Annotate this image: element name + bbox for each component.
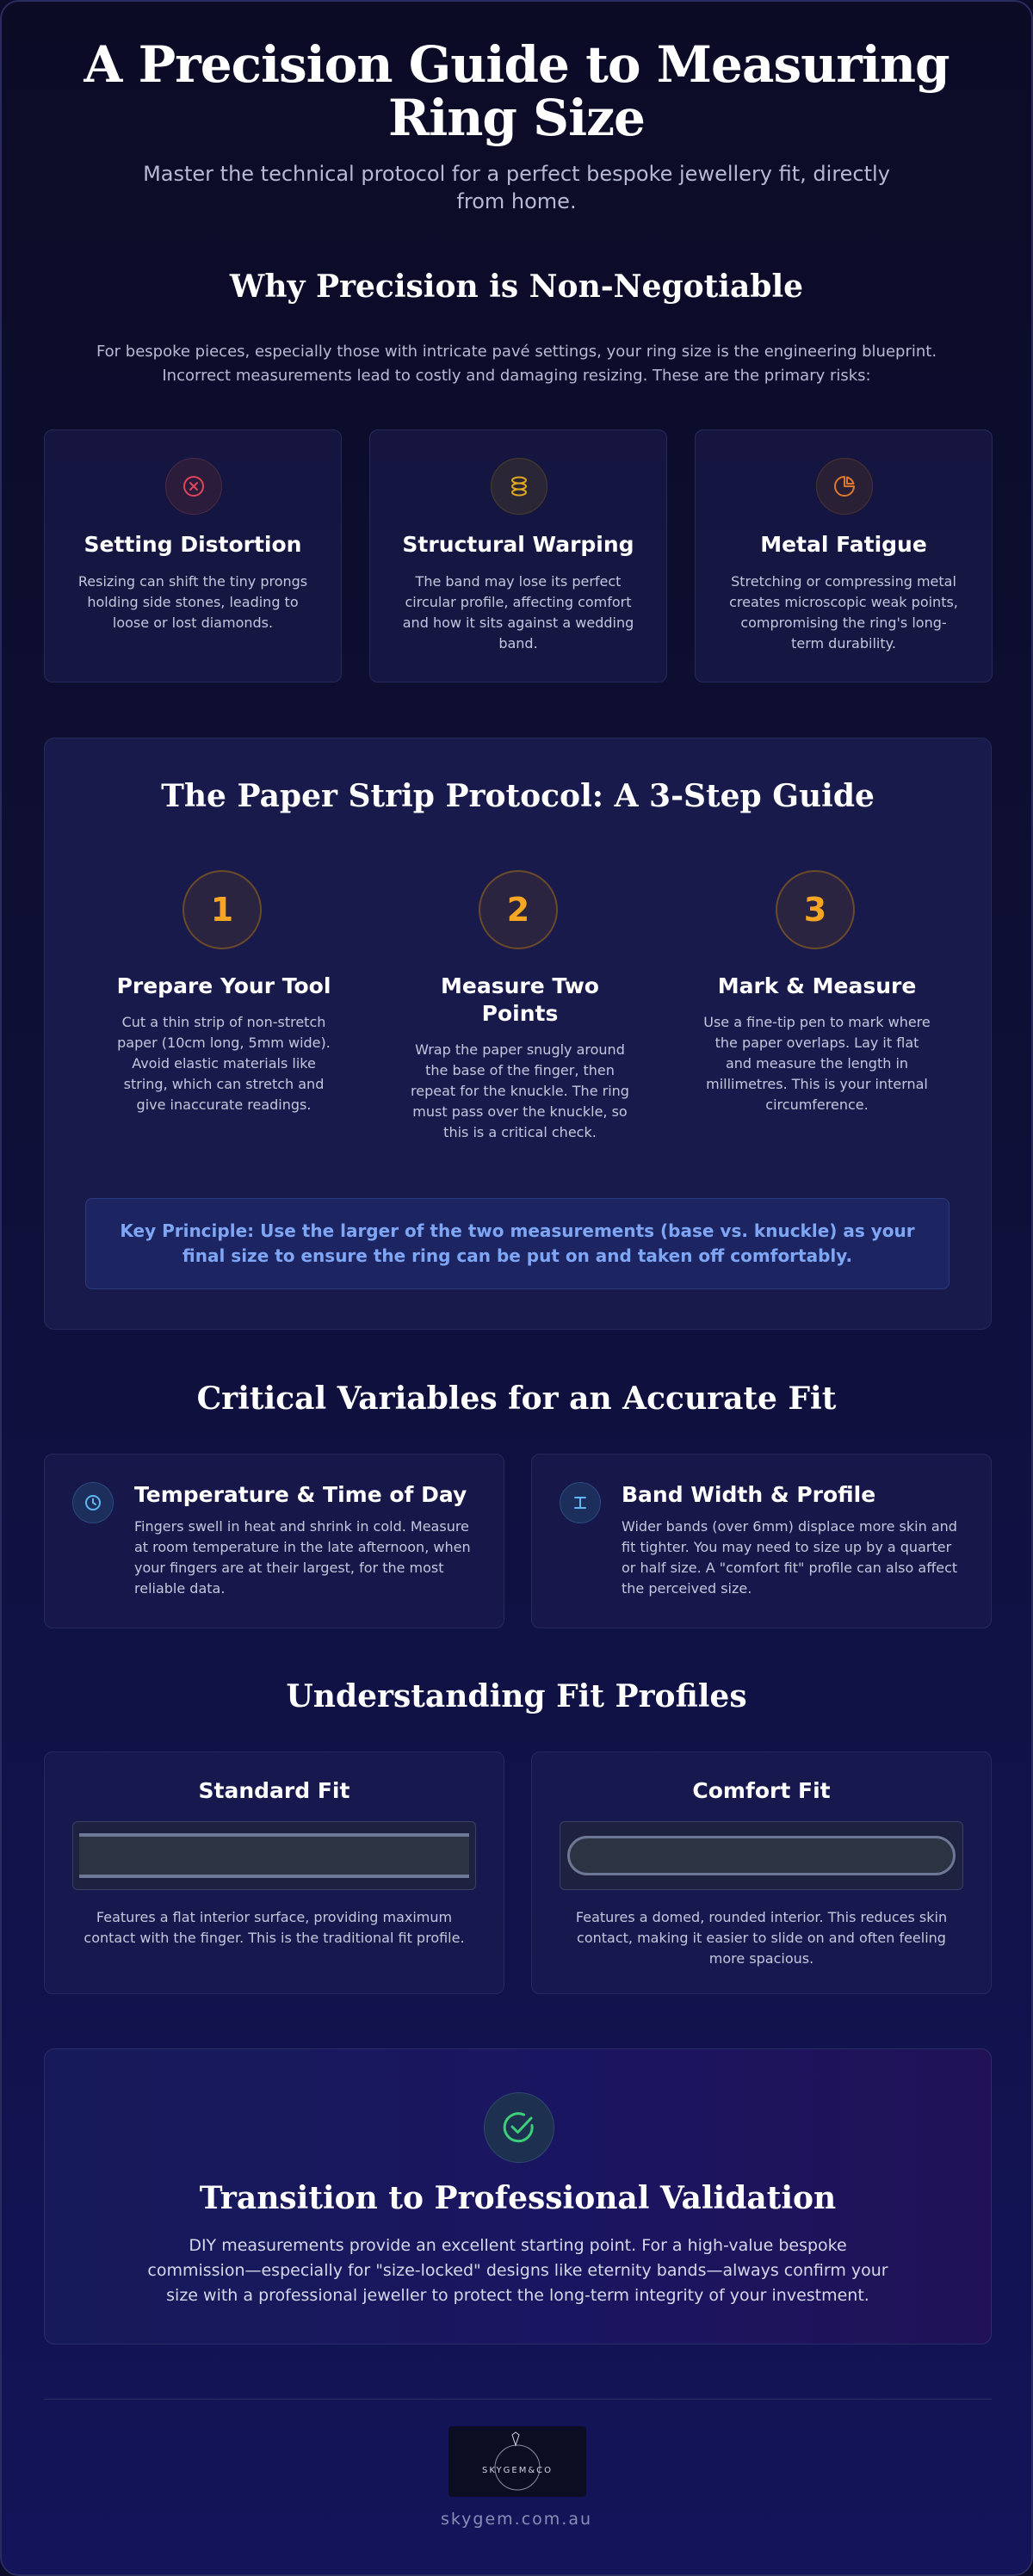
step-title: Mark & Measure (717, 973, 917, 998)
variable-title: Temperature & Time of Day (134, 1482, 467, 1507)
pie-chart-icon (816, 458, 873, 515)
coil-icon (491, 458, 547, 515)
risks-heading: Why Precision is Non-Negotiable (229, 269, 804, 305)
comfort-fit-illustration (560, 1821, 963, 1890)
step-text: Use a fine-tip pen to mark where the paper overlaps. Lay it flat and measure the length in millimetres. This is your internal circumference. (703, 1014, 931, 1113)
brand-logo (448, 2426, 586, 2497)
risk-title: Metal Fatigue (760, 532, 927, 557)
risk-text: Stretching or compressing metal creates microscopic weak points, compromising the ring's long-term durability. (729, 573, 958, 652)
page-title: A Precision Guide to Measuring Ring Size (84, 35, 949, 147)
footer-website-link[interactable]: skygem.com.au (440, 2510, 593, 2529)
risk-title: Setting Distortion (84, 532, 302, 557)
step-number: 1 (182, 870, 262, 949)
protocol-panel (44, 738, 992, 1330)
step-title: Measure Two Points (441, 973, 599, 1026)
logo-text: SKYGEM&CO (481, 2466, 553, 2475)
fit-card (531, 1751, 992, 1994)
validation-text: DIY measurements provide an excellent starting point. For a high-value bespoke commission—especially for "size-locked" designs like eternity bands—always confirm your size with a professional jeweller to protect the long-term integrity of your investment. (147, 2236, 888, 2305)
variable-text: Fingers swell in heat and shrink in cold. Measure at room temperature in the late afternoon, when your fingers are at their largest, for the most reliable data. (134, 1518, 471, 1597)
risks-intro: For bespoke pieces, especially those with intricate pavé settings, your ring size is the engineering blueprint. Incorrect measurements lead to costly and damaging resizing. These are the primary risks: (96, 343, 937, 385)
validation-panel (44, 2048, 992, 2344)
step-number: 2 (479, 870, 558, 949)
validation-title: Transition to Professional Validation (199, 2180, 837, 2216)
fit-text: Features a domed, rounded interior. This reduces skin contact, making it easier to slide on and often feeling more spacious. (575, 1909, 948, 1967)
footer-divider (44, 2399, 992, 2400)
fit-text: Features a flat interior surface, providing maximum contact with the finger. This is the traditional fit profile. (84, 1909, 465, 1946)
step-text: Cut a thin strip of non-stretch paper (10cm long, 5mm wide). Avoid elastic materials like string, which can stretch and give inaccurate readings. (117, 1014, 331, 1113)
step-title: Prepare Your Tool (116, 973, 331, 998)
width-icon (560, 1482, 601, 1523)
step-text: Wrap the paper snugly around the base of the finger, then repeat for the knuckle. The ring must pass over the knuckle, so this is a critical check. (411, 1041, 629, 1140)
standard-fit-illustration (72, 1821, 476, 1890)
fit-title: Standard Fit (198, 1778, 350, 1803)
variables-heading: Critical Variables for an Accurate Fit (196, 1381, 837, 1417)
variable-card (44, 1454, 504, 1628)
risk-text: Resizing can shift the tiny prongs holding side stones, leading to loose or lost diamonds. (77, 573, 308, 631)
step-number: 3 (776, 870, 855, 949)
page-subtitle: Master the technical protocol for a perfect bespoke jewellery fit, directly from home. (143, 162, 890, 213)
key-principle-text: Key Principle: Use the larger of the two measurements (base vs. knuckle) as your final size to ensure the ring can be put on and taken off comfortably. (120, 1220, 915, 1266)
check-circle-icon (484, 2092, 554, 2163)
variable-card (531, 1454, 992, 1628)
fit-title: Comfort Fit (692, 1778, 831, 1803)
x-circle-icon (165, 458, 222, 515)
clock-icon (72, 1482, 114, 1523)
variable-title: Band Width & Profile (622, 1482, 876, 1507)
key-principle-box (85, 1198, 949, 1289)
fit-profiles-heading: Understanding Fit Profiles (286, 1678, 747, 1714)
risk-title: Structural Warping (402, 532, 634, 557)
variable-text: Wider bands (over 6mm) displace more skin and fit tighter. You may need to size up by a quarter or half size. A "comfort fit" profile can also affect the perceived size. (622, 1518, 958, 1597)
risk-card (695, 429, 993, 683)
risk-card (369, 429, 667, 683)
risk-text: The band may lose its perfect circular profile, affecting comfort and how it sits against a wedding band. (402, 573, 634, 652)
risk-card (44, 429, 342, 683)
fit-card (44, 1751, 504, 1994)
protocol-heading: The Paper Strip Protocol: A 3-Step Guide (161, 778, 875, 814)
